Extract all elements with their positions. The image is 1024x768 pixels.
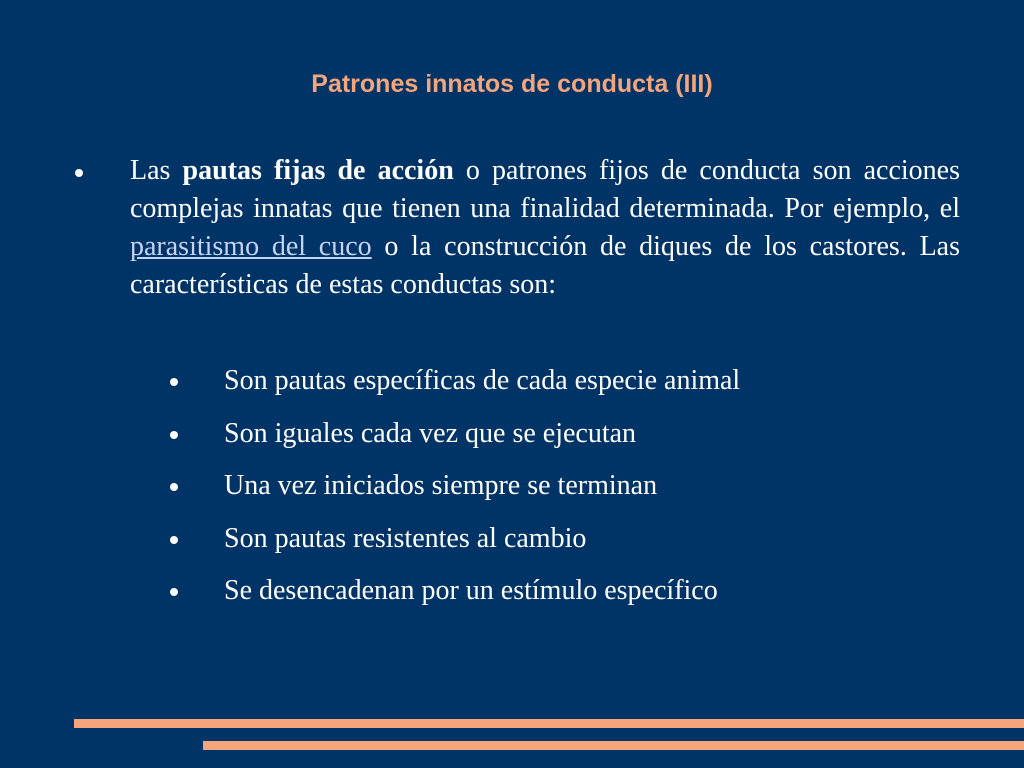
sub-bullet-item — [168, 362, 740, 415]
main-bullet-bold-term: pautas fijas de acción — [182, 155, 454, 186]
sub-bullet-text: Una vez iniciados siempre se terminan — [224, 470, 658, 501]
sub-bullet-item — [168, 415, 740, 468]
bullet-dot-icon — [170, 483, 178, 491]
sub-bullet-text: Se desencadenan por un estímulo específico — [224, 575, 718, 606]
parasitismo-del-cuco-link[interactable]: parasitismo del cuco — [130, 231, 372, 262]
decorative-rule-bottom — [203, 741, 1024, 750]
bullet-dot-icon — [170, 378, 178, 386]
sub-bullet-text: Son pautas resistentes al cambio — [224, 522, 587, 554]
main-bullet-text-after-link: o la construcción de diques de los castores. Las características de estas conductas son: — [130, 231, 960, 300]
sub-bullet-text: Son pautas específicas de cada especie animal — [224, 365, 741, 396]
bullet-dot-icon — [170, 536, 178, 544]
bullet-dot-icon — [170, 431, 178, 439]
main-bullet-text-before-link: o patrones fijos de conducta son acciones complejas innatas que tienen una finalidad determinada. Por ejemplo, el — [130, 155, 960, 224]
decorative-rule-top — [74, 719, 1024, 728]
main-bullet — [75, 152, 960, 304]
sub-bullet-item — [168, 520, 740, 573]
sub-bullet-list — [168, 362, 740, 625]
main-bullet-intro: Las — [130, 155, 183, 186]
slide-title: Patrones innatos de conducta (III) — [311, 70, 713, 98]
sub-bullet-item — [168, 467, 740, 520]
main-bullet-text — [130, 152, 960, 304]
bullet-dot-icon — [75, 169, 83, 177]
sub-bullet-text: Son iguales cada vez que se ejecutan — [224, 417, 637, 449]
sub-bullet-item — [168, 572, 740, 625]
bullet-dot-icon — [170, 588, 178, 596]
